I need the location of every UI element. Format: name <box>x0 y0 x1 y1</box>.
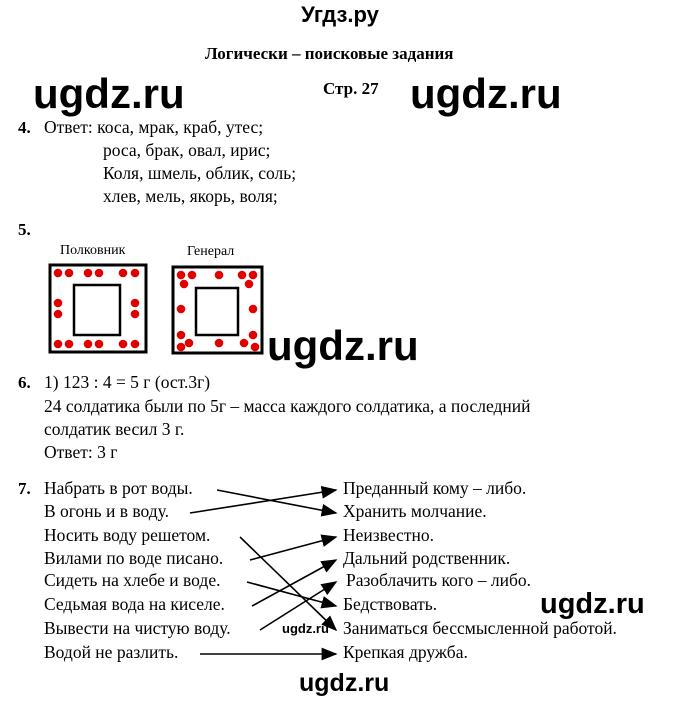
soldier-dot <box>180 280 189 289</box>
soldier-dot <box>54 299 63 308</box>
phrase-item: Водой не разлить. <box>44 642 179 662</box>
soldier-dot <box>185 339 194 348</box>
colonel-label: Полковник <box>60 243 126 258</box>
phrase-item: В огонь и в воду. <box>44 501 170 521</box>
phrase-item: Вилами по воде писано. <box>44 548 224 568</box>
page-label: Стр. 27 <box>323 79 379 98</box>
answer-line: Коля, шмель, облик, соль; <box>103 163 297 183</box>
soldier-dot <box>177 343 186 352</box>
meaning-item: Бедствовать. <box>343 594 438 614</box>
task-number: 7. <box>18 479 31 498</box>
phrase-item: Носить воду решетом. <box>44 525 211 545</box>
soldier-dot <box>245 280 254 289</box>
soldier-dot <box>177 331 186 340</box>
meaning-item: Разоблачить кого – либо. <box>346 570 531 590</box>
watermark: ugdz.ru <box>282 621 329 636</box>
site-title: Угдз.ру <box>301 2 379 27</box>
soldier-dot <box>54 269 63 278</box>
soldier-dot <box>177 305 186 314</box>
meaning-item: Хранить молчание. <box>343 501 487 521</box>
answer-line: роса, брак, овал, ирис; <box>103 140 271 160</box>
soldier-dot <box>95 269 104 278</box>
soldier-dot <box>84 269 93 278</box>
soldier-dot <box>249 305 258 314</box>
soldier-dot <box>95 340 104 349</box>
general-label: Генерал <box>187 244 235 259</box>
section-title: Логически – поисковые задания <box>205 44 454 63</box>
soldier-dot <box>54 340 63 349</box>
soldier-dot <box>177 271 186 280</box>
phrase-item: Вывести на чистую воду. <box>44 618 231 638</box>
soldier-dot <box>131 269 140 278</box>
solution-line: 24 солдатика были по 5г – масса каждого солдатика, а последний <box>44 396 531 416</box>
soldier-dot <box>131 299 140 308</box>
phrase-item: Набрать в рот воды. <box>44 478 193 498</box>
match-arrow <box>247 582 336 606</box>
match-arrow <box>252 560 336 606</box>
match-arrow <box>250 537 336 560</box>
soldier-dot <box>65 340 74 349</box>
soldier-dot <box>215 271 224 280</box>
phrase-item: Седьмая вода на киселе. <box>44 594 225 614</box>
soldier-dot <box>251 343 260 352</box>
soldier-dot <box>238 271 247 280</box>
soldier-dot <box>131 310 140 319</box>
soldier-dot <box>84 340 93 349</box>
watermark: ugdz.ru <box>299 669 390 697</box>
answer-line: Ответ: коса, мрак, краб, утес; <box>44 117 264 137</box>
soldier-dot <box>188 271 197 280</box>
watermark: ugdz.ru <box>33 70 185 117</box>
solution-line: солдатик весил 3 г. <box>44 419 185 439</box>
soldier-dot <box>54 310 63 319</box>
solution-line: Ответ: 3 г <box>44 442 118 462</box>
soldier-dot <box>65 269 74 278</box>
task-number: 5. <box>18 220 31 239</box>
soldier-dot <box>240 339 249 348</box>
answer-line: хлев, мель, якорь, воля; <box>103 186 278 206</box>
meaning-item: Дальний родственник. <box>343 548 511 568</box>
watermark: ugdz.ru <box>540 588 645 620</box>
colonel-square <box>50 265 146 352</box>
meaning-item: Заниматься бессмысленной работой. <box>343 618 617 638</box>
soldier-dot <box>119 269 128 278</box>
soldier-dot <box>131 340 140 349</box>
solution-line: 1) 123 : 4 = 5 г (ост.3г) <box>44 372 211 392</box>
meaning-item: Крепкая дружба. <box>343 642 468 662</box>
soldier-dot <box>215 339 224 348</box>
watermark: ugdz.ru <box>267 322 419 369</box>
task-number: 4. <box>18 118 31 137</box>
meaning-item: Неизвестно. <box>343 525 434 545</box>
soldier-dot <box>249 331 258 340</box>
soldier-dot <box>249 271 258 280</box>
meaning-item: Преданный кому – либо. <box>343 478 527 498</box>
watermark: ugdz.ru <box>410 70 562 117</box>
task-number: 6. <box>18 373 31 392</box>
soldier-dot <box>119 340 128 349</box>
phrase-item: Сидеть на хлебе и воде. <box>44 570 221 590</box>
